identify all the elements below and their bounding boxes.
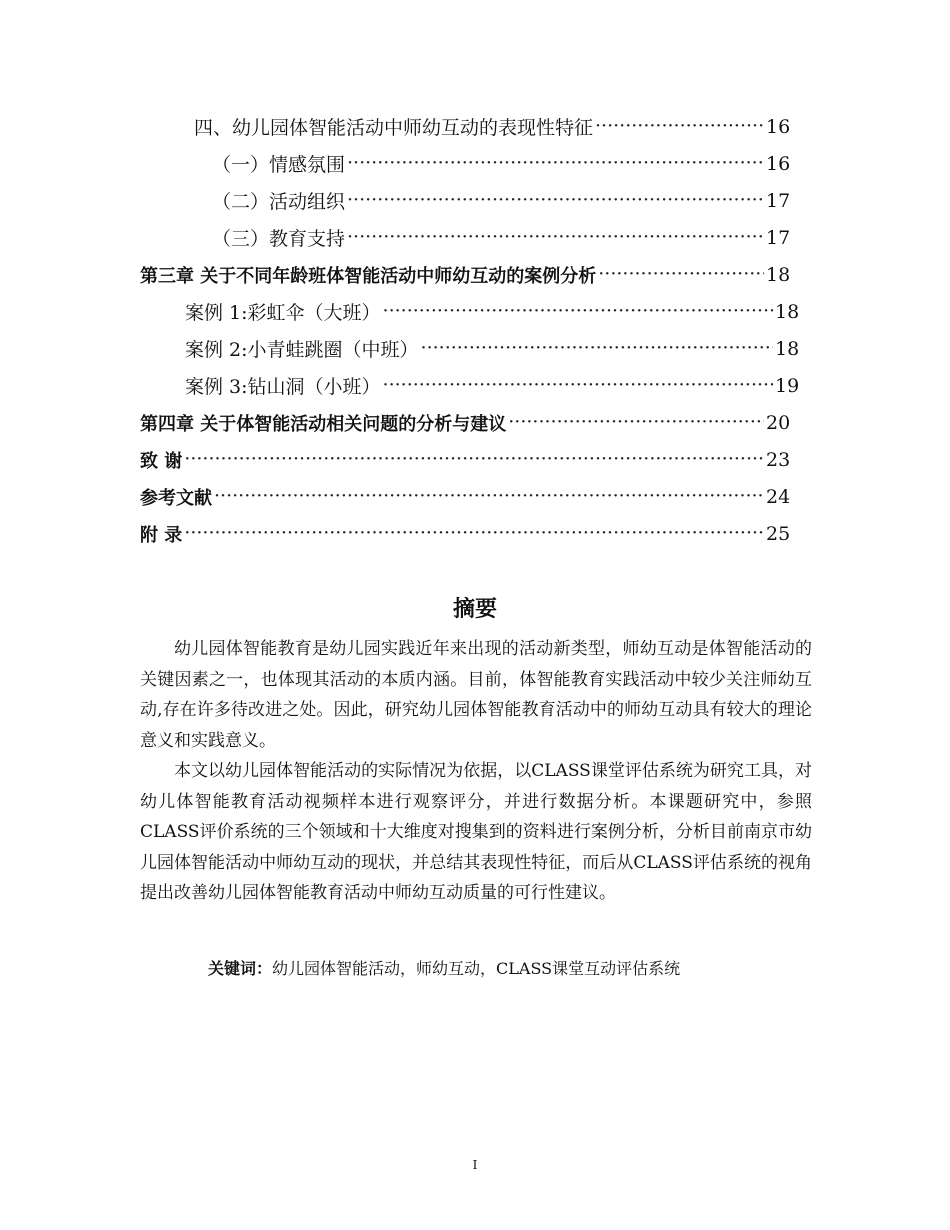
toc-entry-page: 16 xyxy=(766,152,791,175)
toc-entry-page: 18 xyxy=(775,300,800,323)
abstract-paragraph: 本文以幼儿园体智能活动的实际情况为依据，以CLASS课堂评估系统为研究工具，对幼儿体智能教育活动视频样本进行观察评分，并进行数据分析。本课题研究中，参照CLASS评价系统的三个领域和十大维度对搜集到的资料进行案例分析，分析目前南京市幼儿园体智能活动中师幼互动的现状，并总结其表现性特征，而后从CLASS评估系统的视角提出改善幼儿园体智能教育活动中师幼互动质量的可行性建议。 xyxy=(140,761,812,903)
toc-entry-title: 案例 1:彩虹伞（大班） xyxy=(185,302,381,324)
toc-entry-page: 25 xyxy=(766,522,791,545)
toc-entry-title: 案例 3:钻山洞（小班） xyxy=(185,376,381,398)
toc-leader-dots xyxy=(347,153,764,175)
toc-entry[interactable] xyxy=(0,367,950,404)
toc-entry[interactable] xyxy=(0,219,950,256)
toc-leader-dots xyxy=(421,338,773,360)
toc-leader-dots xyxy=(347,190,764,212)
keywords-text: 幼儿园体智能活动，师幼互动，CLASS课堂互动评估系统 xyxy=(272,959,681,978)
toc-leader-dots xyxy=(214,486,764,508)
toc-leader-dots xyxy=(383,301,773,323)
toc-entry-title: 附 录 xyxy=(140,524,183,546)
toc-entry-page: 18 xyxy=(766,263,791,286)
toc-entry[interactable] xyxy=(0,145,950,182)
toc-entry[interactable] xyxy=(0,330,950,367)
toc-entry-page: 20 xyxy=(766,411,791,434)
toc-entry-title: （三）教育支持 xyxy=(212,228,346,250)
abstract-paragraph: 幼儿园体智能教育是幼儿园实践近年来出现的活动新类型，师幼互动是体智能活动的关键因素之一，也体现其活动的本质内涵。目前，体智能教育实践活动中较少关注师幼互动,存在许多待改进之处。因此，研究幼儿园体智能教育活动中的师幼互动具有较大的理论意义和实践意义。 xyxy=(140,639,812,751)
toc-entry-title: （二）活动组织 xyxy=(212,191,346,213)
toc-entry-title: 第三章 关于不同年龄班体智能活动中师幼互动的案例分析 xyxy=(140,265,597,287)
toc-entry-page: 17 xyxy=(766,226,791,249)
toc-entry-title: （一）情感氛围 xyxy=(212,154,346,176)
keywords-label: 关键词： xyxy=(208,959,273,978)
toc-entry-title: 致 谢 xyxy=(140,450,183,472)
toc-entry-title: 第四章 关于体智能活动相关问题的分析与建议 xyxy=(140,413,507,435)
toc-entry[interactable] xyxy=(0,293,950,330)
toc-leader-dots xyxy=(595,116,764,138)
toc-leader-dots xyxy=(508,412,764,434)
toc-leader-dots xyxy=(184,523,764,545)
toc-entry[interactable] xyxy=(0,182,950,219)
toc-leader-dots xyxy=(347,227,764,249)
toc-entry-page: 16 xyxy=(766,115,791,138)
toc-entry-page: 17 xyxy=(766,189,791,212)
abstract-body xyxy=(140,634,812,909)
toc-leader-dots xyxy=(184,449,764,471)
toc-entry-page: 23 xyxy=(766,448,791,471)
toc-chapter-entry[interactable] xyxy=(0,441,950,478)
toc-leader-dots xyxy=(383,375,773,397)
toc-entry-page: 18 xyxy=(775,337,800,360)
page-number: I xyxy=(472,1158,478,1172)
toc-entry-page: 24 xyxy=(766,485,791,508)
toc-chapter-entry[interactable] xyxy=(0,404,950,441)
toc-entry-title: 参考文献 xyxy=(140,487,212,509)
keywords-line xyxy=(208,956,680,979)
toc-entry-title: 案例 2:小青蛙跳圈（中班） xyxy=(185,339,419,361)
toc-entry[interactable] xyxy=(0,108,950,145)
abstract-heading: 摘要 xyxy=(452,597,497,622)
toc-chapter-entry[interactable] xyxy=(0,256,950,293)
toc-entry-title: 四、幼儿园体智能活动中师幼互动的表现性特征 xyxy=(194,117,594,139)
toc-entry-page: 19 xyxy=(775,374,800,397)
table-of-contents xyxy=(0,108,950,552)
toc-leader-dots xyxy=(598,264,764,286)
toc-chapter-entry[interactable] xyxy=(0,515,950,552)
toc-chapter-entry[interactable] xyxy=(0,478,950,515)
